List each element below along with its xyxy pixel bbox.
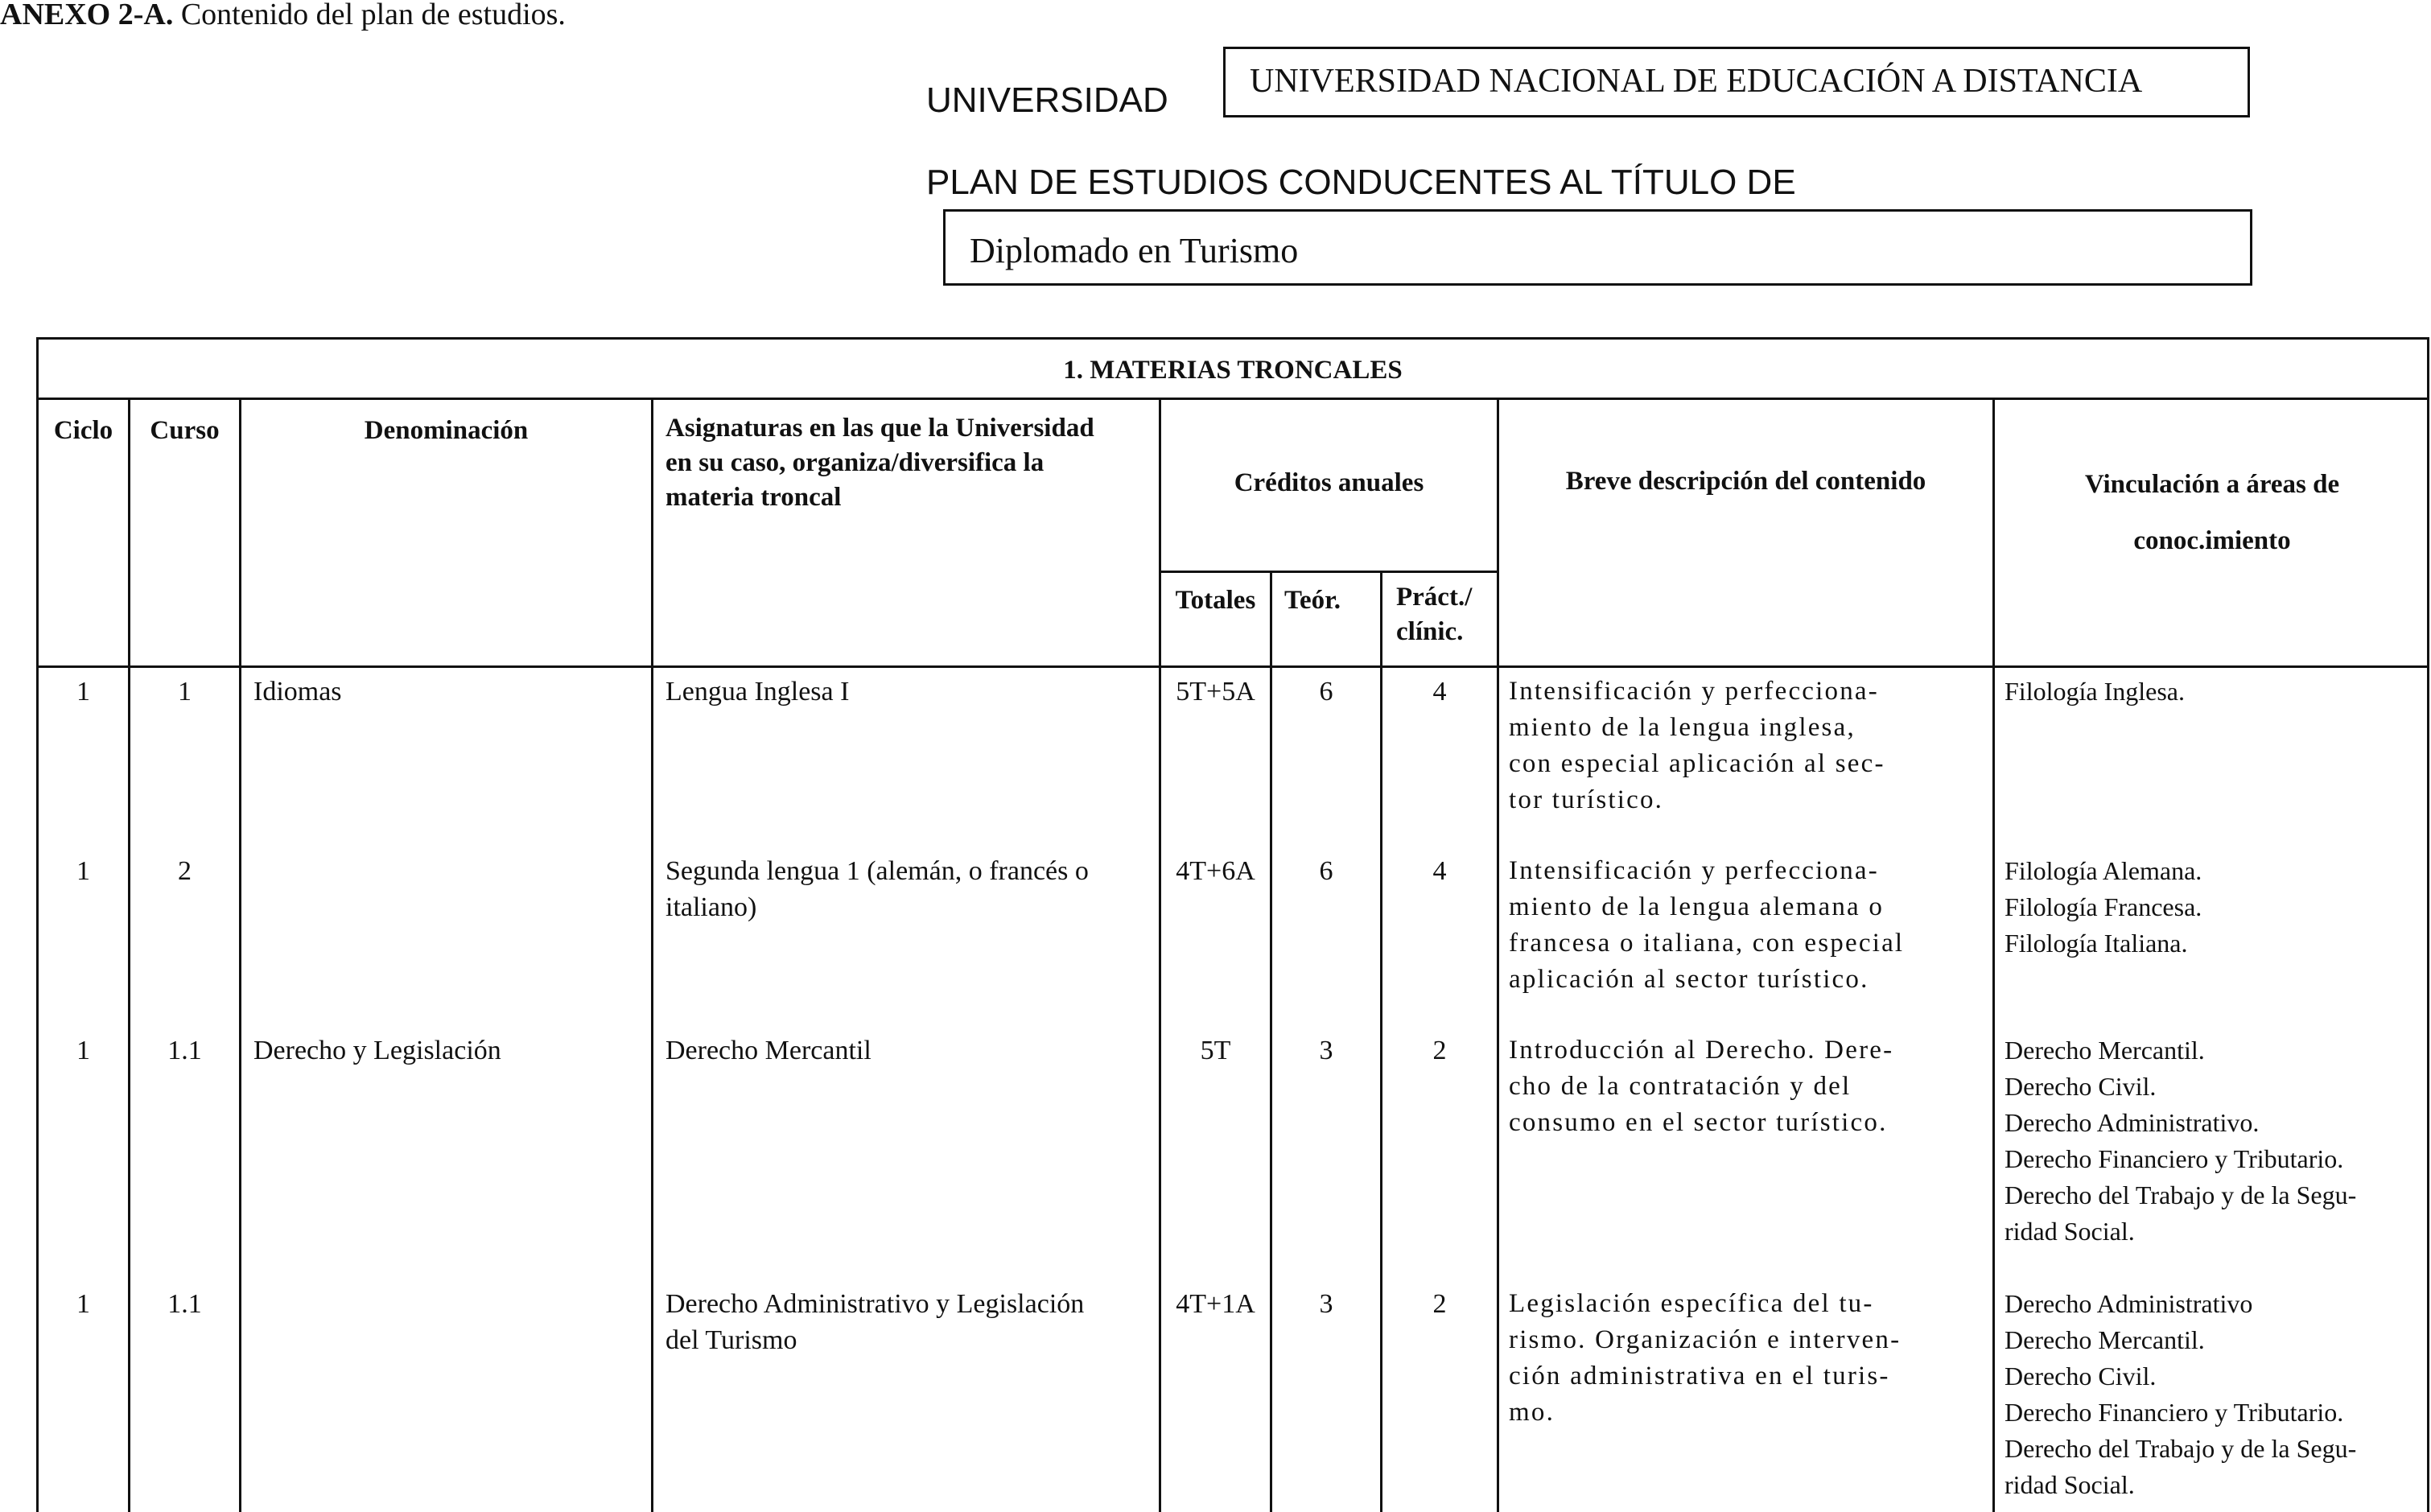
cell-asignatura-line: italiano) bbox=[665, 892, 757, 922]
cell-areas-line: Derecho Financiero y Tributario. bbox=[2005, 1144, 2344, 1173]
cell-areas-line: Filología Alemana. bbox=[2005, 856, 2202, 885]
cell-asignatura-line: Derecho Mercantil bbox=[665, 1036, 871, 1065]
annex-title: Contenido del plan de estudios. bbox=[173, 0, 566, 31]
header-vinculacion-line: Vinculación a áreas de bbox=[2084, 470, 2340, 499]
header-pract bbox=[1396, 580, 1497, 649]
header-teor: Teór. bbox=[1284, 586, 1341, 615]
cell-areas-line: Derecho Financiero y Tributario. bbox=[2005, 1398, 2344, 1427]
cell-totales: 5T+5A bbox=[1176, 677, 1255, 707]
cell-areas-line: Derecho Administrativo. bbox=[2005, 1108, 2260, 1137]
cell-pract: 2 bbox=[1432, 1036, 1447, 1065]
annex-heading bbox=[0, 0, 566, 32]
header-creditos: Créditos anuales bbox=[1234, 468, 1424, 497]
header-asignaturas bbox=[665, 411, 1156, 515]
cell-descripcion-line: miento de la lengua alemana o bbox=[1509, 892, 1885, 921]
cell-asignatura bbox=[665, 674, 1156, 710]
cell-descripcion-line: miento de la lengua inglesa, bbox=[1509, 713, 1856, 742]
troncales-table bbox=[36, 337, 2429, 1512]
cell-descripcion-line: Intensificación y perfecciona- bbox=[1509, 856, 1879, 885]
cell-areas-line: Derecho Civil. bbox=[2005, 1072, 2157, 1101]
cell-denominacion: Idiomas bbox=[253, 677, 342, 707]
cell-pract: 4 bbox=[1432, 677, 1447, 707]
divider-header-bottom bbox=[36, 665, 2429, 668]
cell-areas-line: Derecho Administrativo bbox=[2005, 1289, 2253, 1318]
divider-credits-sub bbox=[1159, 571, 1497, 573]
cell-teor: 3 bbox=[1319, 1289, 1333, 1319]
cell-totales: 4T+6A bbox=[1176, 856, 1255, 886]
cell-areas-line: Derecho Civil. bbox=[2005, 1362, 2157, 1390]
cell-areas-line: Derecho del Trabajo y de la Segu- bbox=[2005, 1180, 2357, 1209]
cell-pract: 4 bbox=[1432, 856, 1447, 886]
cell-descripcion-line: Introducción al Derecho. Dere- bbox=[1509, 1036, 1894, 1065]
section-title: 1. MATERIAS TRONCALES bbox=[1063, 356, 1403, 385]
cell-totales: 5T bbox=[1200, 1036, 1231, 1065]
col-line-4 bbox=[1159, 398, 1161, 1512]
cell-areas bbox=[2005, 853, 2429, 962]
cell-descripcion-line: con especial aplicación al sec- bbox=[1509, 749, 1885, 778]
cell-pract: 2 bbox=[1432, 1289, 1447, 1319]
cell-areas-line: Derecho Mercantil. bbox=[2005, 1325, 2205, 1354]
cell-teor: 6 bbox=[1319, 677, 1333, 707]
cell-areas-line: Derecho Mercantil. bbox=[2005, 1036, 2205, 1065]
cell-asignatura-line: Derecho Administrativo y Legislación bbox=[665, 1289, 1085, 1319]
cell-ciclo: 1 bbox=[76, 677, 90, 707]
cell-teor: 3 bbox=[1319, 1036, 1333, 1065]
cell-denominacion: Derecho y Legislación bbox=[253, 1036, 501, 1065]
cell-descripcion-line: cho de la contratación y del bbox=[1509, 1072, 1852, 1101]
cell-areas-line: Filología Francesa. bbox=[2005, 892, 2202, 921]
cell-asignatura bbox=[665, 1286, 1156, 1358]
cell-areas-line: Filología Italiana. bbox=[2005, 929, 2188, 958]
cell-curso: 1.1 bbox=[167, 1289, 202, 1319]
cell-areas-line: Derecho del Trabajo y de la Segu- bbox=[2005, 1434, 2357, 1463]
university-name-box: UNIVERSIDAD NACIONAL DE EDUCACIÓN A DISTANCIA bbox=[1223, 47, 2250, 117]
header-ciclo: Ciclo bbox=[53, 416, 113, 445]
cell-asignatura bbox=[665, 853, 1156, 925]
cell-areas-line: Filología Inglesa. bbox=[2005, 677, 2185, 706]
header-descripcion: Breve descripción del contenido bbox=[1565, 467, 1926, 496]
cell-descripcion bbox=[1509, 853, 1992, 998]
header-totales: Totales bbox=[1175, 586, 1256, 615]
divider-title bbox=[36, 398, 2429, 400]
header-asignaturas-line: materia troncal bbox=[665, 483, 842, 512]
degree-title-box: Diplomado en Turismo bbox=[943, 209, 2252, 286]
cell-curso: 1 bbox=[178, 677, 192, 707]
header-vinculacion bbox=[1995, 456, 2429, 569]
cell-ciclo: 1 bbox=[76, 1036, 90, 1065]
cell-descripcion-line: consumo en el sector turístico. bbox=[1509, 1108, 1888, 1137]
university-label: UNIVERSIDAD bbox=[926, 80, 1168, 120]
cell-descripcion bbox=[1509, 1286, 1992, 1431]
col-line-3 bbox=[651, 398, 653, 1512]
cell-ciclo: 1 bbox=[76, 1289, 90, 1319]
plan-label: PLAN DE ESTUDIOS CONDUCENTES AL TÍTULO DE bbox=[926, 163, 1796, 202]
cell-asignatura bbox=[665, 1032, 1156, 1069]
cell-asignatura-line: Lengua Inglesa I bbox=[665, 677, 850, 707]
cell-descripcion-line: mo. bbox=[1509, 1398, 1555, 1427]
cell-totales: 4T+1A bbox=[1176, 1289, 1255, 1319]
cell-areas-line: ridad Social. bbox=[2005, 1470, 2135, 1499]
cell-descripcion-line: ción administrativa en el turis- bbox=[1509, 1362, 1890, 1390]
col-line-2 bbox=[239, 398, 241, 1512]
header-denominacion: Denominación bbox=[364, 416, 529, 445]
cell-areas bbox=[2005, 1032, 2429, 1250]
cell-asignatura-line: Segunda lengua 1 (alemán, o francés o bbox=[665, 856, 1089, 886]
header-asignaturas-line: en su caso, organiza/diversifica la bbox=[665, 448, 1045, 477]
header-pract-line: Práct./ bbox=[1396, 583, 1473, 612]
cell-descripcion-line: rismo. Organización e interven- bbox=[1509, 1325, 1902, 1354]
cell-curso: 2 bbox=[178, 856, 192, 886]
annex-number: ANEXO 2-A. bbox=[0, 0, 174, 31]
header-vinculacion-line: conoc.imiento bbox=[2133, 526, 2291, 555]
cell-descripcion-line: Legislación específica del tu- bbox=[1509, 1289, 1874, 1318]
cell-curso: 1.1 bbox=[167, 1036, 202, 1065]
header-pract-line: clínic. bbox=[1396, 617, 1464, 646]
cell-descripcion bbox=[1509, 674, 1992, 818]
cell-teor: 6 bbox=[1319, 856, 1333, 886]
header-asignaturas-line: Asignaturas en las que la Universidad bbox=[665, 414, 1094, 443]
cell-areas bbox=[2005, 674, 2429, 710]
header-curso: Curso bbox=[150, 416, 220, 445]
cell-descripcion-line: aplicación al sector turístico. bbox=[1509, 965, 1869, 994]
col-line-1 bbox=[128, 398, 130, 1512]
cell-descripcion-line: francesa o italiana, con especial bbox=[1509, 929, 1905, 958]
cell-ciclo: 1 bbox=[76, 856, 90, 886]
cell-descripcion bbox=[1509, 1032, 1992, 1141]
cell-areas bbox=[2005, 1286, 2429, 1503]
cell-areas-line: ridad Social. bbox=[2005, 1217, 2135, 1246]
col-line-7 bbox=[1497, 398, 1499, 1512]
cell-descripcion-line: Intensificación y perfecciona- bbox=[1509, 677, 1879, 706]
cell-descripcion-line: tor turístico. bbox=[1509, 785, 1664, 814]
cell-asignatura-line: del Turismo bbox=[665, 1325, 797, 1355]
